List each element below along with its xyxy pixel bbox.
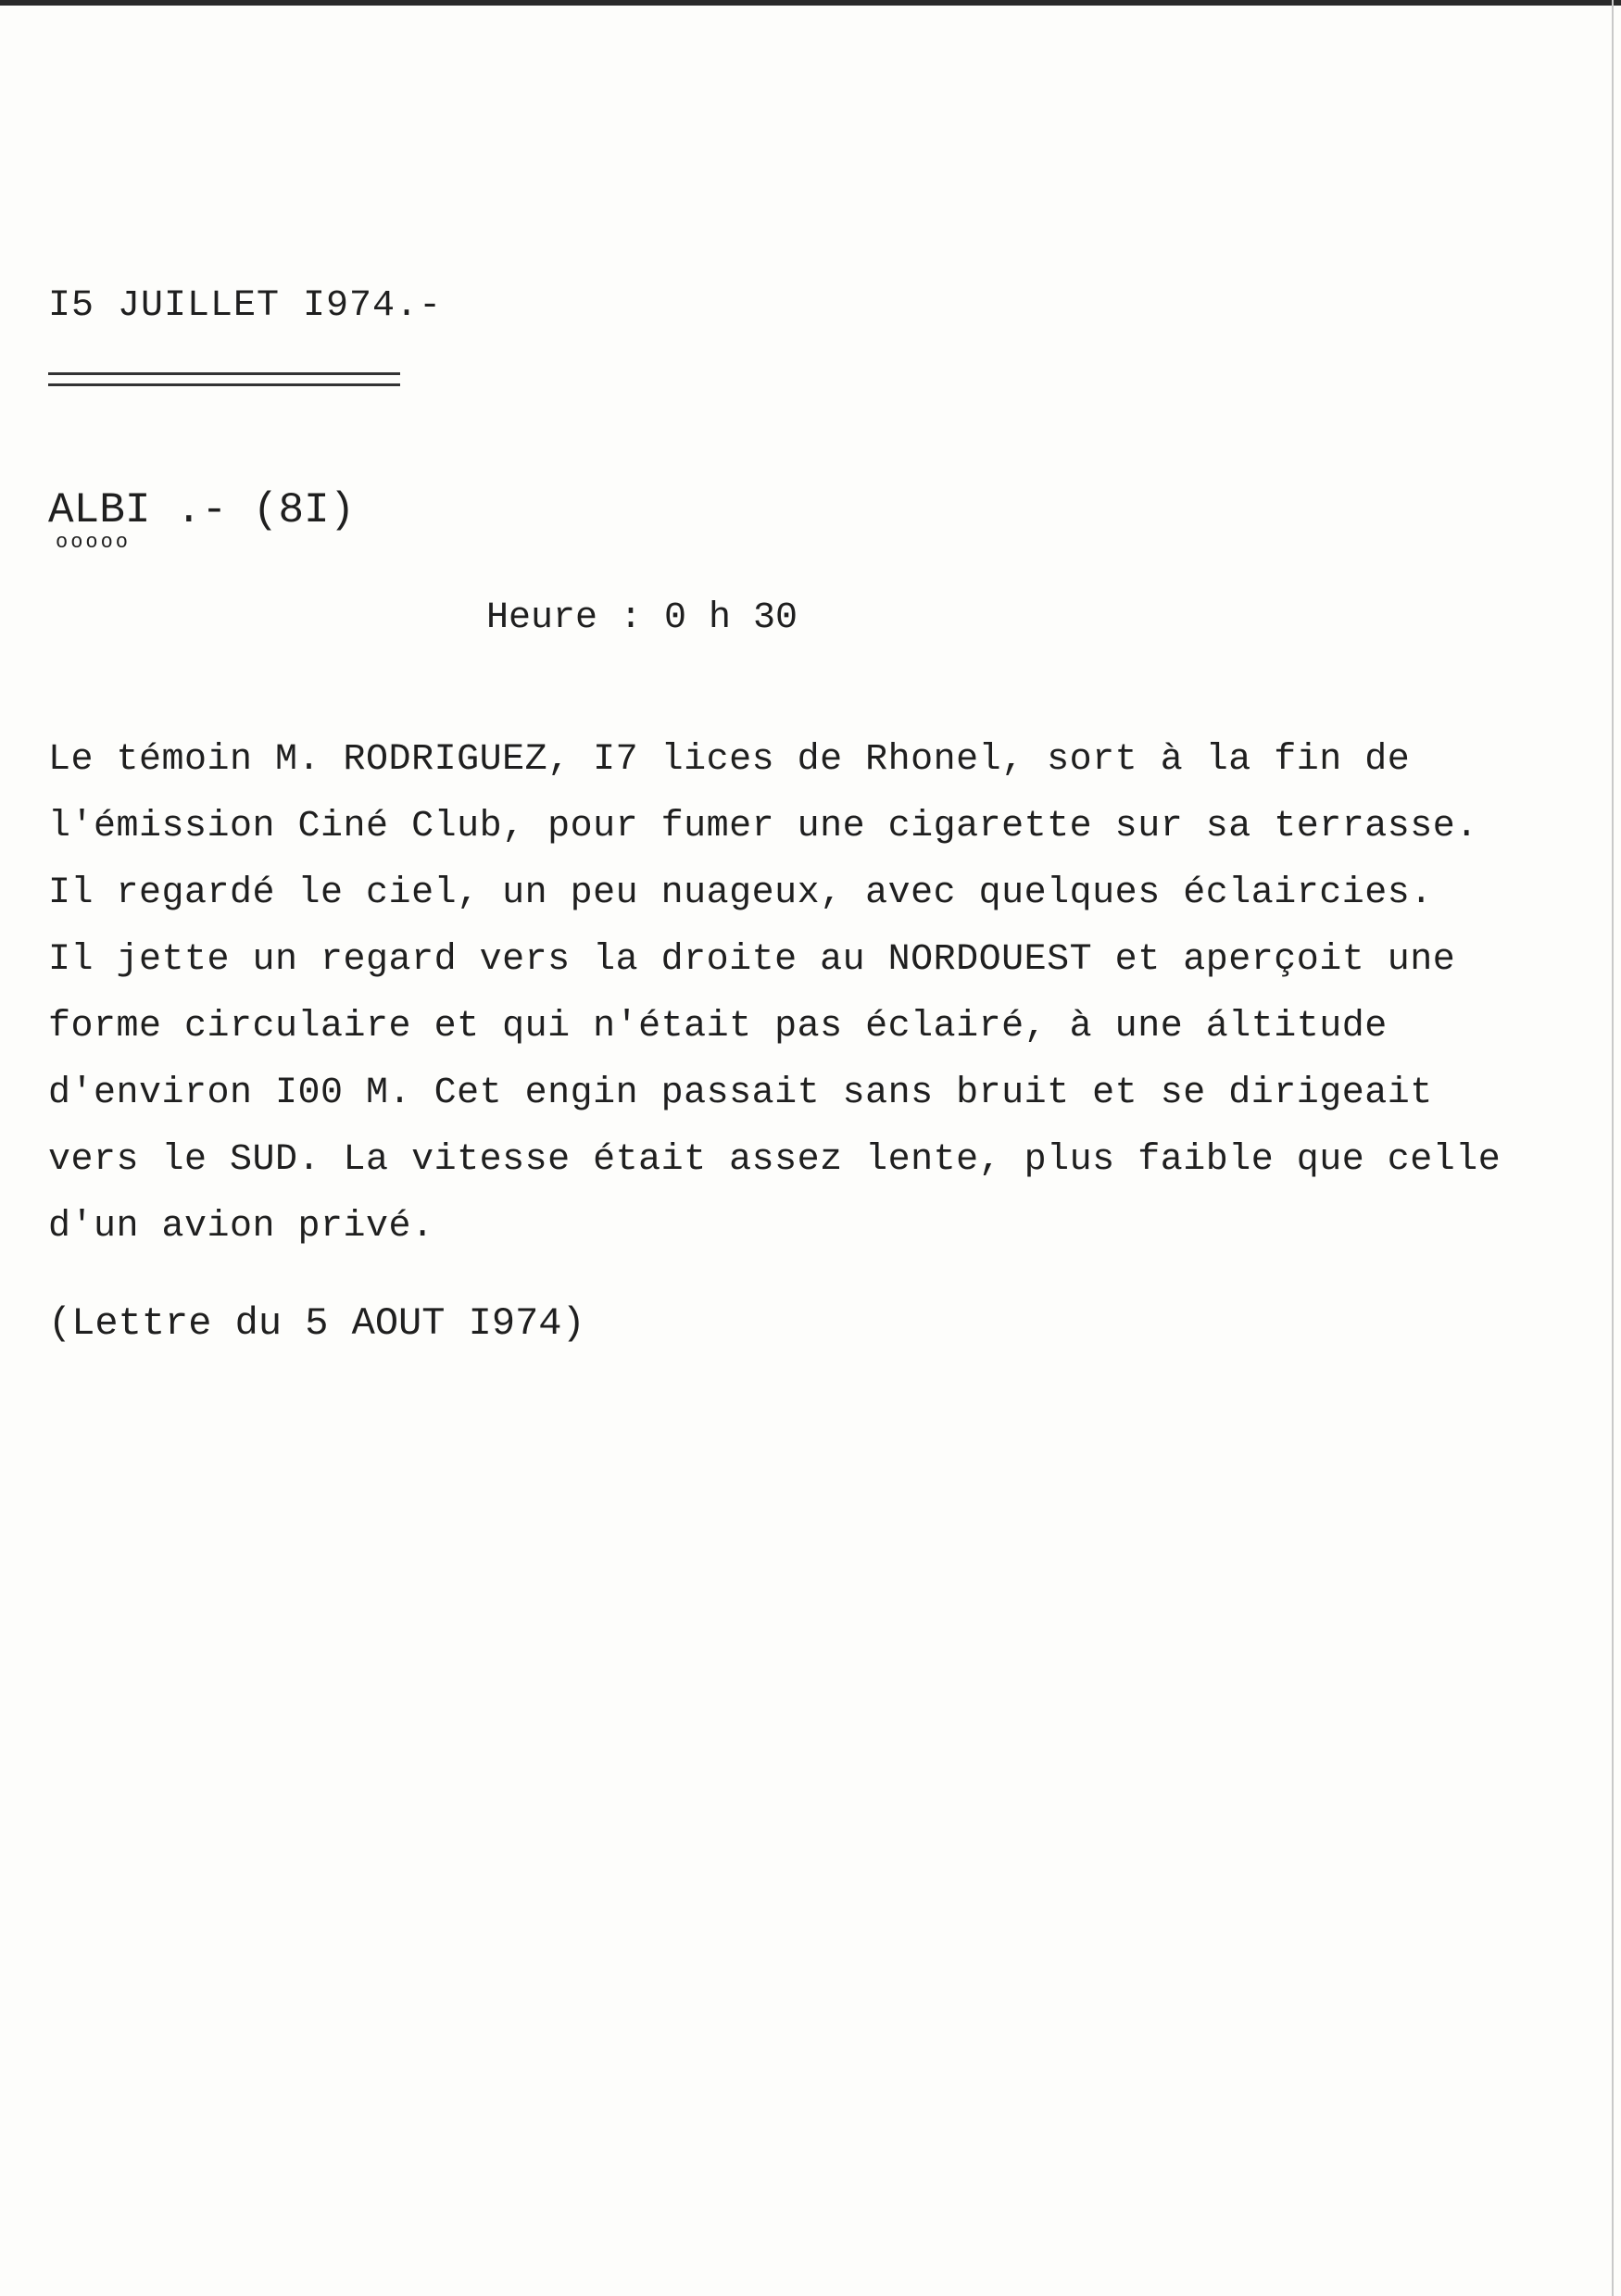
report-location: ALBI .- (8I) [48, 486, 356, 534]
body-line: Il regardé le ciel, un peu nuageux, avec quelques éclaircies. [48, 872, 1433, 914]
body-line: Il jette un regard vers la droite au NORDOUEST et aperçoit une [48, 939, 1456, 981]
right-page-edge [1612, 0, 1614, 2296]
top-border-line [0, 0, 1621, 6]
date-underline [48, 372, 400, 386]
body-line: vers le SUD. La vitesse était assez lente, plus faible que celle [48, 1139, 1502, 1181]
witness-account [48, 727, 1502, 1261]
body-line: Le témoin M. RODRIGUEZ, I7 lices de Rhonel, sort à la fin de [48, 739, 1411, 781]
location-underline-marks: ooooo [56, 531, 132, 554]
body-line: d'environ I00 M. Cet engin passait sans bruit et se dirigeait [48, 1073, 1433, 1114]
letter-reference: (Lettre du 5 AOUT I974) [48, 1301, 585, 1346]
body-line: forme circulaire et qui n'était pas éclairé, à une áltitude [48, 1006, 1388, 1048]
body-line: l'émission Ciné Club, pour fumer une cigarette sur sa terrasse. [48, 806, 1478, 847]
report-date: I5 JUILLET I974.- [48, 285, 443, 327]
report-time: Heure : 0 h 30 [486, 597, 798, 639]
body-line: d'un avion privé. [48, 1206, 434, 1248]
